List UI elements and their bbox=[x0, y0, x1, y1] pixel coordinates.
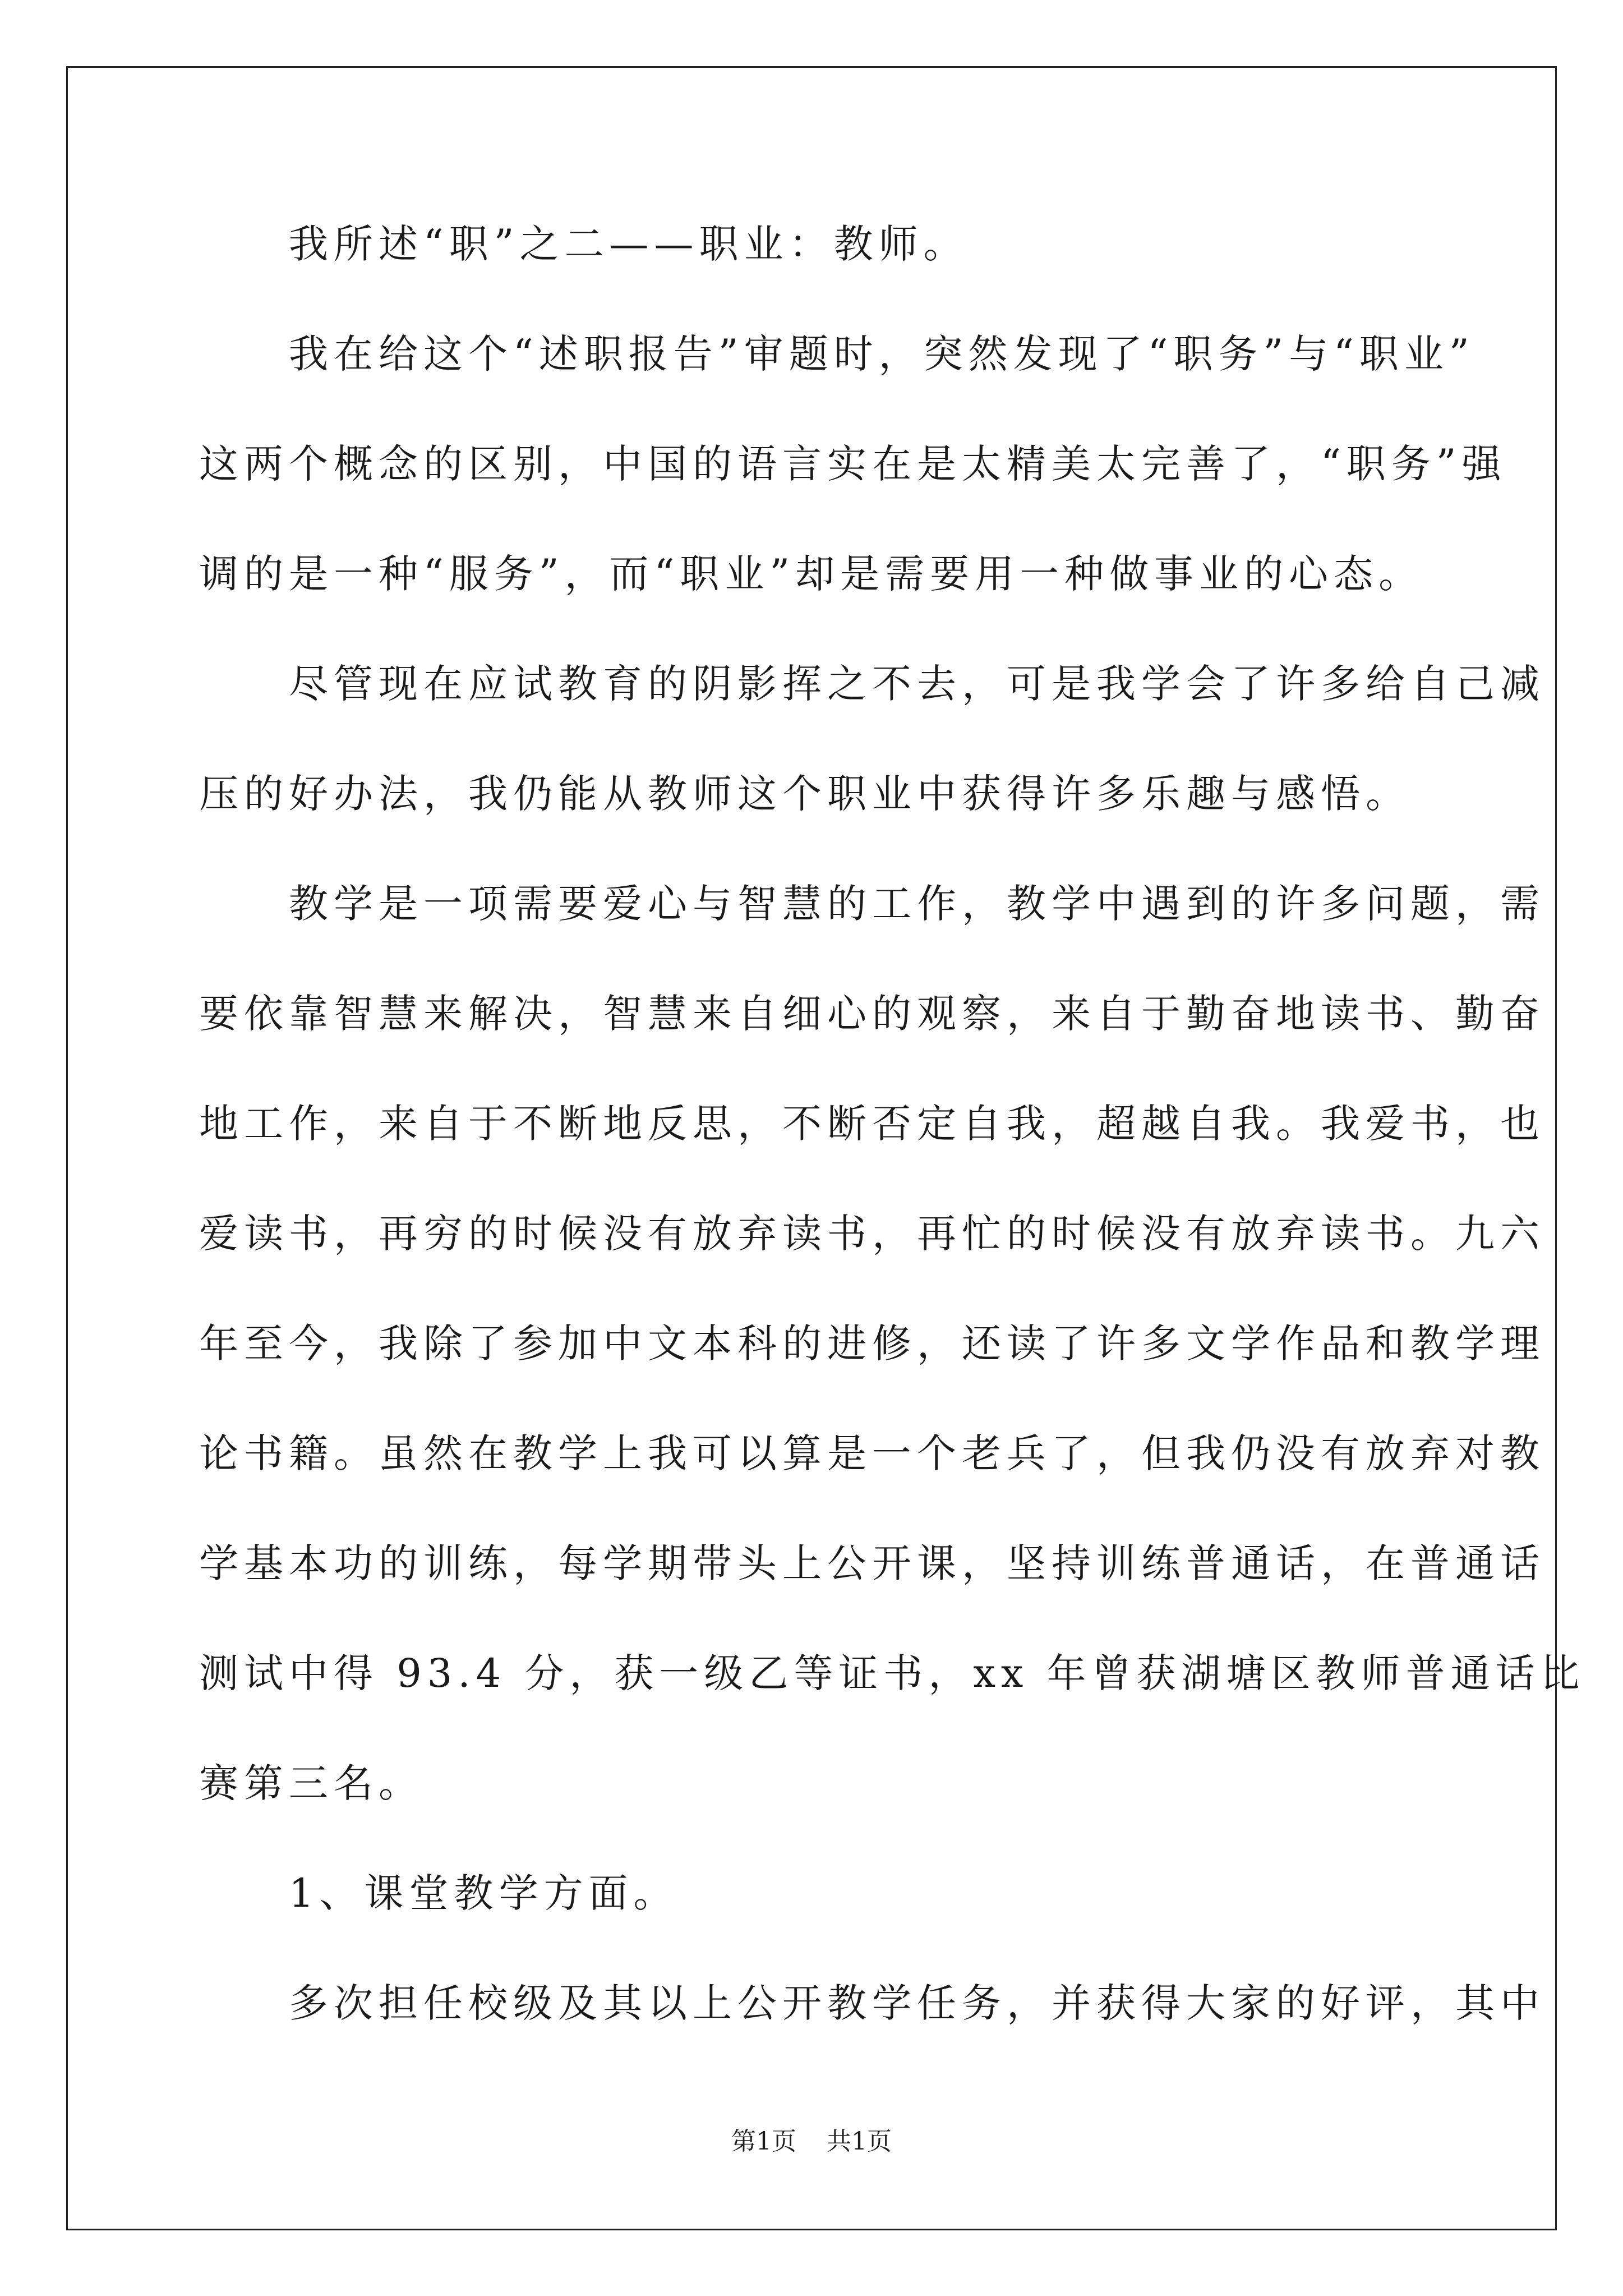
text-line: 我在给这个“述职报告”审题时，突然发现了“职务”与“职业” bbox=[199, 331, 1475, 377]
text-line: 爱读书，再穷的时候没有放弃读书，再忙的时候没有放弃读书。九六 bbox=[199, 1211, 1545, 1257]
text-line: 多次担任校级及其以上公开教学任务，并获得大家的好评，其中 bbox=[199, 1980, 1545, 2026]
page-footer bbox=[0, 2125, 1623, 2159]
text-line: 这两个概念的区别，中国的语言实在是太精美太完善了，“职务”强 bbox=[199, 441, 1507, 487]
text-line: 要依靠智慧来解决，智慧来自细心的观察，来自于勤奋地读书、勤奋 bbox=[199, 991, 1545, 1037]
text-line: 教学是一项需要爱心与智慧的工作，教学中遇到的许多问题，需 bbox=[199, 881, 1545, 927]
text-line: 1、课堂教学方面。 bbox=[199, 1870, 679, 1916]
text-line: 赛第三名。 bbox=[199, 1760, 423, 1806]
text-line: 年至今，我除了参加中文本科的进修，还读了许多文学作品和教学理 bbox=[199, 1320, 1545, 1366]
page-total: 共1页 bbox=[827, 2127, 892, 2156]
document-body bbox=[199, 216, 1585, 2085]
text-line: 测试中得 93.4 分，获一级乙等证书，xx 年曾获湖塘区教师普通话比 bbox=[199, 1650, 1585, 1696]
text-line: 地工作，来自于不断地反思，不断否定自我，超越自我。我爱书，也 bbox=[199, 1101, 1545, 1147]
page-number: 第1页 bbox=[731, 2127, 796, 2156]
text-line: 论书籍。虽然在教学上我可以算是一个老兵了，但我仍没有放弃对教 bbox=[199, 1430, 1545, 1476]
text-line: 尽管现在应试教育的阴影挥之不去，可是我学会了许多给自己减 bbox=[199, 661, 1545, 707]
text-line: 压的好办法，我仍能从教师这个职业中获得许多乐趣与感悟。 bbox=[199, 771, 1410, 817]
text-line: 调的是一种“服务”，而“职业”却是需要用一种做事业的心态。 bbox=[199, 551, 1424, 597]
text-line: 我所述“职”之二——职业：教师。 bbox=[199, 221, 969, 267]
text-line: 学基本功的训练，每学期带头上公开课，坚持训练普通话，在普通话 bbox=[199, 1540, 1545, 1586]
